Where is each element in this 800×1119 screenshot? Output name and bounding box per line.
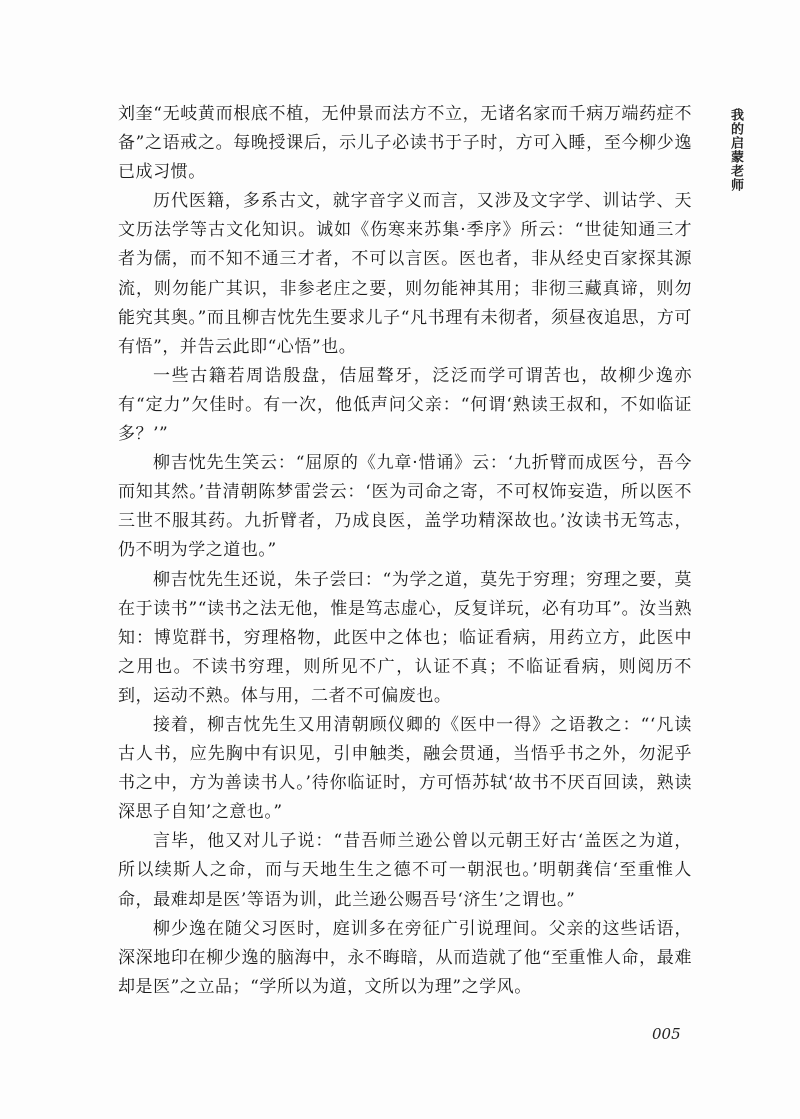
paragraph-8: 柳少逸在随父习医时，庭训多在旁征广引说理间。父亲的这些话语，深深地印在柳少逸的脑海中，永不晦暗，从而造就了他“至重惟人命，最难却是医”之立品；“学所以为道，文所以为理”之学风。 [118,918,692,997]
paragraph-1: 刘奎“无岐黄而根底不植，无仲景而法方不立，无诸名家而千病万端药症不备”之语戒之。每晚授课后，示儿子必读书于子时，方可入睡，至今柳少逸已成习惯。 [118,104,692,183]
paragraph-5: 柳吉忱先生还说，朱子尝曰：“为学之道，莫先于穷理；穷理之要，莫在于读书”“读书之法无他，惟是笃志虚心，反复详玩，必有功耳”。汝当熟知：博览群书，穷理格物，此医中之体也；临证看病，用药立方，此医中之用也。不读书穷理，则所见不广，认证不真；不临证看病，则阅历不到，运动不熟。体与用，二者不可偏废也。 [118,569,692,706]
paragraph-7: 言毕，他又对儿子说：“昔吾师兰逊公曾以元朝王好古‘盖医之为道，所以续斯人之命，而与天地生生之德不可一朝泯也。’明朝龚信‘至重惟人命，最难却是医’等语为训，此兰逊公赐吾号‘济生’之谓也。” [118,831,692,910]
paragraph-6: 接着，柳吉忱先生又用清朝顾仪卿的《医中一得》之语教之：“‘凡读古人书，应先胸中有识见，引申触类，融会贯通，当悟乎书之外，勿泥乎书之中，方为善读书人。’待你临证时，方可悟苏轼‘故书不厌百回读，熟读深思子自知’之意也。” [118,714,692,823]
paragraph-3: 一些古籍若周诰殷盘，佶屈聱牙，泛泛而学可谓苦也，故柳少逸亦有“定力”欠佳时。有一次，他低声问父亲：“何谓‘熟读王叔和，不如临证多？’” [118,365,692,445]
body-text [118,100,692,1002]
paragraph-4: 柳吉忱先生笑云：“屈原的《九章·惜诵》云：‘九折臂而成医兮，吾今而知其然。’昔清朝陈梦雷尝云：‘医为司命之寄，不可权饰妄造，所以医不三世不服其药。九折臂者，乃成良医，盖学功精深故也。’汝读书无笃志，仍不明为学之道也。” [118,453,692,561]
paragraph-2: 历代医籍，多系古文，就字音字义而言，又涉及文字学、训诂学、天文历法学等古文化知识。诚如《伤寒来苏集·季序》所云：“世徒知通三才者为儒，而不知不通三才者，不可以言医。医也者，非从经史百家探其源流，则勿能广其识，非参老庄之要，则勿能神其用；非彻三藏真谛，则勿能究其奥。”而且柳吉忱先生要求儿子“凡书理有未彻者，须昼夜追思，方可有悟”，并告云此即“心悟”也。 [118,191,692,357]
running-header-title: 我的启蒙老师 [728,108,743,192]
page-number: 005 [652,1025,681,1043]
